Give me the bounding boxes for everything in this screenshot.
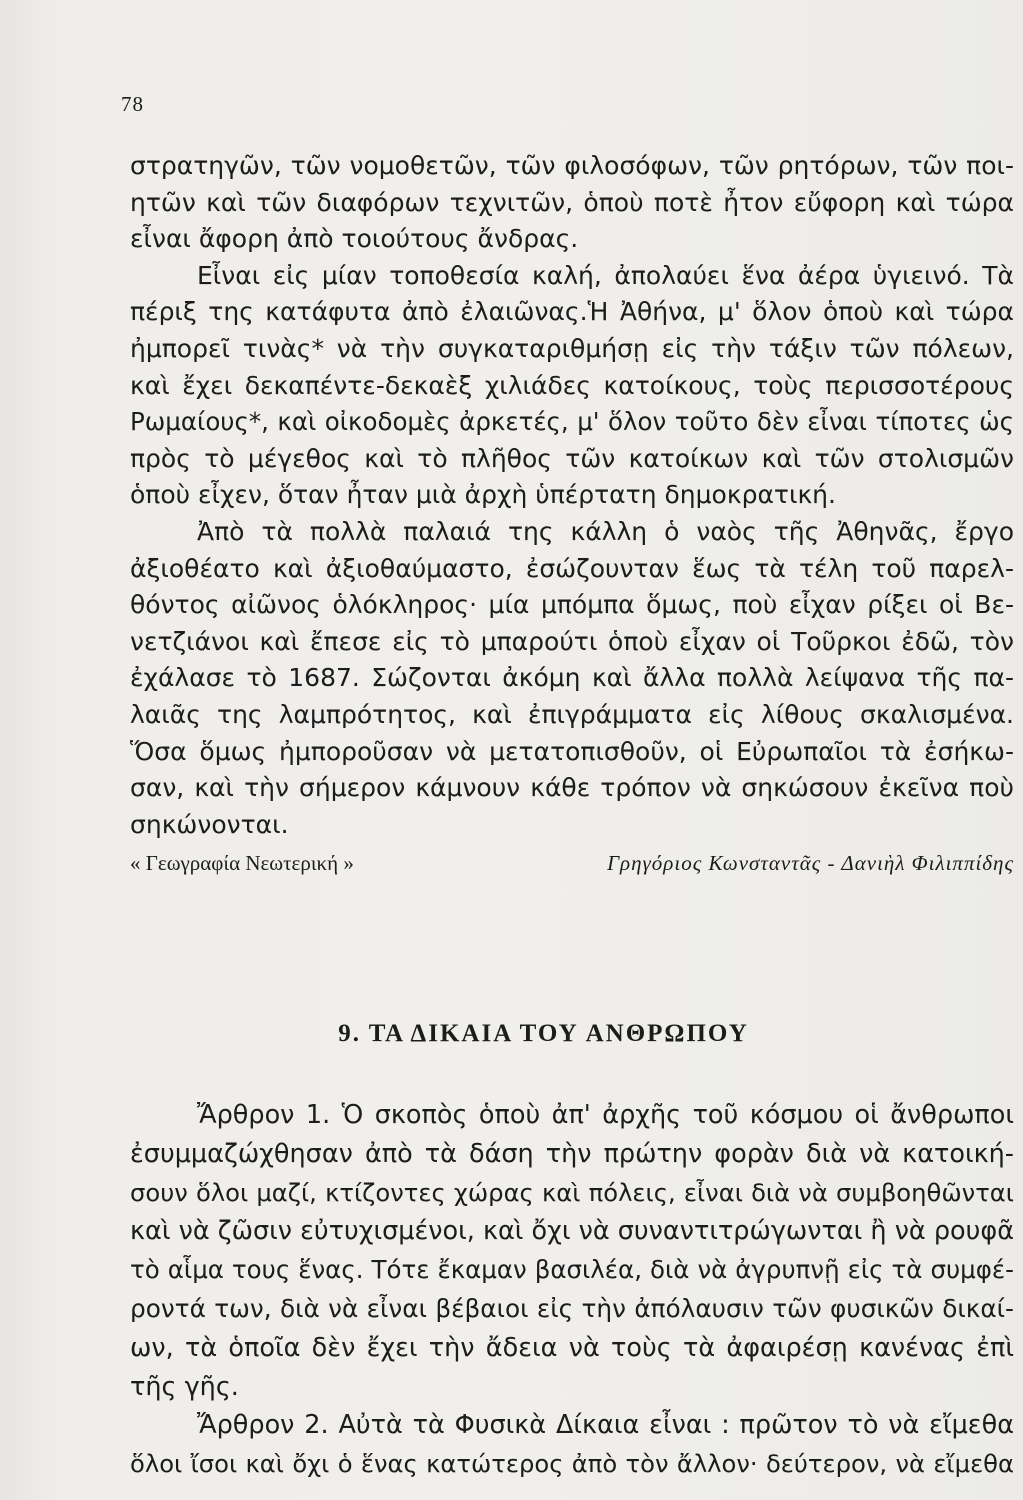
text-line: Εἶναι εἰς μίαν τοποθεσία καλή, ἀπολαύει ἕνα ἀέρα ὑγιεινό. Τὰ — [197, 260, 1014, 290]
text-line: σουν ὅλοι μαζί, κτίζοντες χώρας καὶ πόλεις, εἶναι διὰ νὰ συμβοηθῶνται — [130, 1177, 1014, 1207]
text-line: ἐχάλασε τὸ 1687. Σώζονται ἀκόμη καὶ ἄλλα πολλὰ λείψανα τῆς πα- — [130, 663, 1014, 693]
passage-geography — [130, 148, 1014, 891]
text-line: Ὅσα ὅμως ἠμποροῦσαν νὰ μετατοπισθοῦν, οἱ Εὐρωπαῖοι τὰ ἐσήκω- — [130, 736, 1014, 766]
text-line: πέριξ της κατάφυτα ἀπὸ ἐλαιῶνας.Ἡ Ἀθήνα, μ' ὅλον ὁποὺ καὶ τώρα — [130, 297, 1014, 327]
text-line: ροντά των, διὰ νὰ εἶναι βέβαιοι εἰς τὴν ἀπόλαυσιν τῶν φυσικῶν δικαί- — [130, 1293, 1014, 1323]
text-line: λαιᾶς της λαμπρότητος, καὶ ἐπιγράμματα εἰς λίθους σκαλισμένα. — [130, 699, 1014, 729]
source-citation — [130, 847, 1014, 891]
text-line: Ἄρθρον 1. Ὁ σκοπὸς ὁποὺ ἀπ' ἀρχῆς τοῦ κόσμου οἱ ἄνθρωποι — [197, 1100, 1014, 1130]
text-line: ὁποὺ εἶχεν, ὅταν ἦταν μιὰ ἀρχὴ ὑπέρτατη δημοκρατική. — [130, 480, 836, 510]
text-line: στρατηγῶν, τῶν νομοθετῶν, τῶν φιλοσόφων, τῶν ρητόρων, τῶν ποι- — [130, 151, 1014, 180]
text-line: καὶ ἔχει δεκαπέντε-δεκαὲξ χιλιάδες κατοίκους, τοὺς περισσοτέρους — [130, 370, 1014, 400]
section-heading: 9. ΤΑ ΔΙΚΑΙΑ ΤΟΥ ΑΝΘΡΩΠΟΥ — [338, 1020, 749, 1047]
text-line: Ἄρθρον 2. Αὐτὰ τὰ Φυσικὰ Δίκαια εἶναι : πρῶτον τὸ νὰ εἴμεθα — [197, 1410, 1014, 1441]
text-line: ἠμπορεῖ τινὰς* νὰ τὴν συγκαταριθμήσῃ εἰς τὴν τάξιν τῶν πόλεων, — [130, 333, 1014, 363]
text-line: Ἀπὸ τὰ πολλὰ παλαιά της κάλλη ὁ ναὸς τῆς Ἀθηνᾶς, ἔργο — [197, 516, 1014, 546]
text-line: ἀξιοθέατο καὶ ἀξιοθαύμαστο, ἐσώζουνταν ἕως τὰ τέλη τοῦ παρελ- — [130, 553, 1014, 583]
text-line: καὶ νὰ ζῶσιν εὐτυχισμένοι, καὶ ὄχι νὰ συναντιτρώγωνται ἢ νὰ ρουφᾶ — [130, 1216, 1014, 1247]
text-line: τῆς γῆς. — [130, 1371, 239, 1402]
text-line: ἐσυμμαζώχθησαν ἀπὸ τὰ δάση τὴν πρώτην φορὰν διὰ νὰ κατοική- — [130, 1138, 1014, 1169]
page-number: 78 — [121, 92, 144, 116]
passage-rights-of-man — [130, 1096, 1014, 1484]
text-line: σαν, καὶ τὴν σήμερον κάμνουν κάθε τρόπον νὰ σηκώσουν ἐκεῖνα ποὺ — [130, 773, 1014, 803]
text-line: ητῶν καὶ τῶν διαφόρων τεχνιτῶν, ὁποὺ ποτὲ ἦτον εὔφορη καὶ τώρα — [130, 187, 1014, 217]
text-line: τὸ αἷμα τους ἕνας. Τότε ἔκαμαν βασιλέα, διὰ νὰ ἀγρυπνῇ εἰς τὰ συμφέ- — [130, 1255, 1014, 1285]
text-line: Ρωμαίους*, καὶ οἰκοδομὲς ἀρκετές, μ' ὅλον τοῦτο δὲν εἶναι τίποτες ὡς — [130, 407, 1014, 437]
text-line: πρὸς τὸ μέγεθος καὶ τὸ πλῆθος τῶν κατοίκων καὶ τῶν στολισμῶν — [130, 443, 1014, 473]
source-book-title: « Γεωγραφία Νεωτερική » — [130, 851, 354, 876]
text-line: νετζιάνοι καὶ ἔπεσε εἰς τὸ μπαρούτι ὁποὺ εἶχαν οἱ Τοῦρκοι ἐδῶ, τὸν — [130, 626, 1014, 656]
text-line: θόντος αἰῶνος ὁλόκληρος· μία μπόμπα ὅμως, ποὺ εἶχαν ρίξει οἱ Βε- — [130, 590, 1014, 620]
text-line: ὅλοι ἴσοι καὶ ὄχι ὁ ἕνας κατώτερος ἀπὸ τὸν ἄλλον· δεύτερον, νὰ εἴμεθα — [130, 1449, 1014, 1479]
source-authors: Γρηγόριος Κωνσταντᾶς - Δανιὴλ Φιλιππίδης — [607, 851, 1014, 876]
text-line: ων, τὰ ὁποῖα δὲν ἔχει τὴν ἄδεια νὰ τοὺς τὰ ἀφαιρέσῃ κανένας ἐπὶ — [130, 1332, 1014, 1363]
text-line: εἶναι ἄφορη ἀπὸ τοιούτους ἄνδρας. — [130, 224, 579, 254]
text-line: σηκώνονται. — [130, 809, 289, 839]
